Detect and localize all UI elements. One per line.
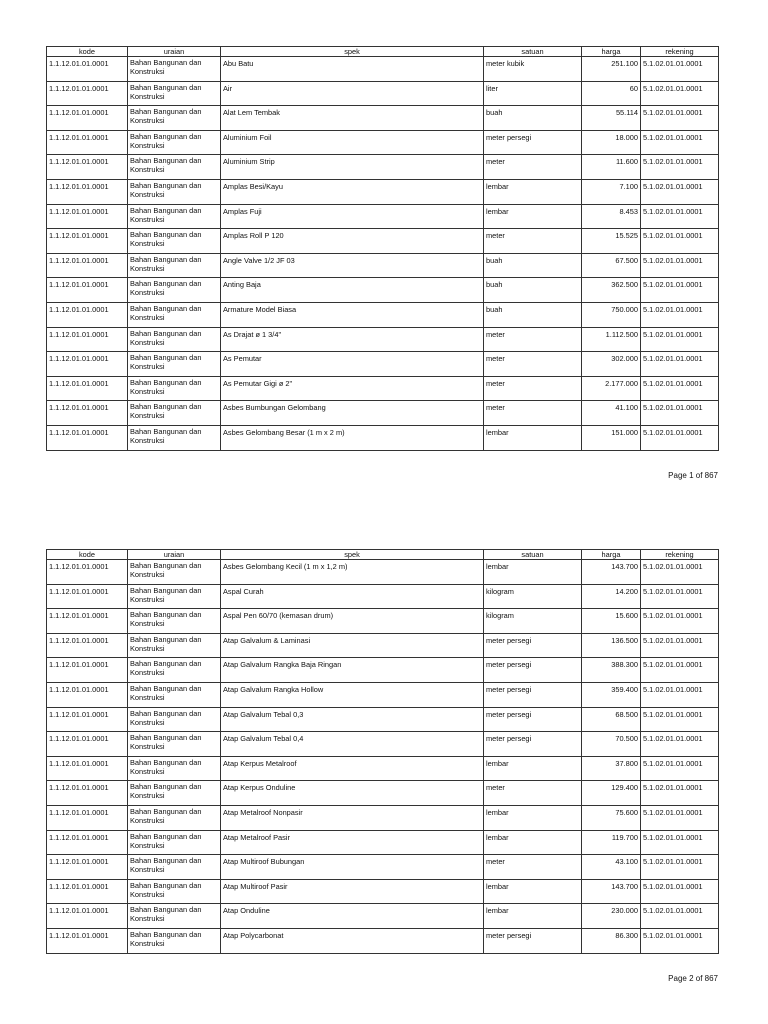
cell-kode: 1.1.12.01.01.0001: [47, 352, 128, 377]
cell-uraian: Bahan Bangunan dan Konstruksi: [128, 352, 221, 377]
table-row: [47, 805, 719, 830]
cell-uraian: Bahan Bangunan dan Konstruksi: [128, 425, 221, 450]
cell-kode: 1.1.12.01.01.0001: [47, 879, 128, 904]
cell-satuan: liter: [484, 81, 582, 106]
cell-uraian: Bahan Bangunan dan Konstruksi: [128, 278, 221, 303]
cell-kode: 1.1.12.01.01.0001: [47, 130, 128, 155]
cell-rekening: 5.1.02.01.01.0001: [641, 805, 719, 830]
cell-uraian: Bahan Bangunan dan Konstruksi: [128, 633, 221, 658]
page-number: Page 1 of 867: [668, 471, 718, 480]
cell-rekening: 5.1.02.01.01.0001: [641, 584, 719, 609]
cell-harga: 15.600: [582, 609, 641, 634]
cell-uraian: Bahan Bangunan dan Konstruksi: [128, 609, 221, 634]
table-row: [47, 732, 719, 757]
cell-spek: Atap Galvalum Tebal 0,4: [221, 732, 484, 757]
cell-kode: 1.1.12.01.01.0001: [47, 805, 128, 830]
cell-satuan: meter: [484, 155, 582, 180]
cell-rekening: 5.1.02.01.01.0001: [641, 879, 719, 904]
cell-satuan: lembar: [484, 204, 582, 229]
cell-satuan: meter: [484, 352, 582, 377]
cell-uraian: Bahan Bangunan dan Konstruksi: [128, 57, 221, 82]
table-row: [47, 130, 719, 155]
cell-harga: 37.800: [582, 756, 641, 781]
cell-uraian: Bahan Bangunan dan Konstruksi: [128, 584, 221, 609]
table-row: [47, 302, 719, 327]
cell-harga: 136.500: [582, 633, 641, 658]
cell-kode: 1.1.12.01.01.0001: [47, 401, 128, 426]
price-table-page-1: [46, 46, 719, 451]
cell-satuan: meter persegi: [484, 928, 582, 953]
page-number: Page 2 of 867: [668, 974, 718, 983]
table-row: [47, 106, 719, 131]
cell-spek: Atap Multiroof Bubungan: [221, 855, 484, 880]
cell-kode: 1.1.12.01.01.0001: [47, 327, 128, 352]
cell-spek: Air: [221, 81, 484, 106]
cell-harga: 68.500: [582, 707, 641, 732]
cell-kode: 1.1.12.01.01.0001: [47, 904, 128, 929]
cell-kode: 1.1.12.01.01.0001: [47, 81, 128, 106]
cell-kode: 1.1.12.01.01.0001: [47, 302, 128, 327]
cell-uraian: Bahan Bangunan dan Konstruksi: [128, 855, 221, 880]
cell-rekening: 5.1.02.01.01.0001: [641, 633, 719, 658]
column-header-rekening: rekening: [641, 550, 719, 560]
cell-rekening: 5.1.02.01.01.0001: [641, 81, 719, 106]
column-header-rekening: rekening: [641, 47, 719, 57]
cell-spek: Asbes Gelombang Besar (1 m x 2 m): [221, 425, 484, 450]
cell-kode: 1.1.12.01.01.0001: [47, 609, 128, 634]
cell-satuan: meter: [484, 781, 582, 806]
cell-spek: Atap Metalroof Pasir: [221, 830, 484, 855]
cell-rekening: 5.1.02.01.01.0001: [641, 106, 719, 131]
cell-kode: 1.1.12.01.01.0001: [47, 781, 128, 806]
cell-spek: Amplas Fuji: [221, 204, 484, 229]
cell-kode: 1.1.12.01.01.0001: [47, 855, 128, 880]
column-header-harga: harga: [582, 550, 641, 560]
cell-satuan: lembar: [484, 560, 582, 585]
cell-kode: 1.1.12.01.01.0001: [47, 253, 128, 278]
cell-harga: 230.000: [582, 904, 641, 929]
cell-satuan: meter kubik: [484, 57, 582, 82]
cell-kode: 1.1.12.01.01.0001: [47, 204, 128, 229]
table-row: [47, 707, 719, 732]
table-row: [47, 781, 719, 806]
cell-harga: 60: [582, 81, 641, 106]
cell-satuan: meter persegi: [484, 707, 582, 732]
table-header-row: [47, 550, 719, 560]
cell-harga: 15.525: [582, 229, 641, 254]
cell-spek: Alat Lem Tembak: [221, 106, 484, 131]
cell-rekening: 5.1.02.01.01.0001: [641, 707, 719, 732]
cell-kode: 1.1.12.01.01.0001: [47, 57, 128, 82]
cell-kode: 1.1.12.01.01.0001: [47, 179, 128, 204]
cell-harga: 1.112.500: [582, 327, 641, 352]
cell-rekening: 5.1.02.01.01.0001: [641, 229, 719, 254]
table-row: [47, 204, 719, 229]
cell-uraian: Bahan Bangunan dan Konstruksi: [128, 376, 221, 401]
cell-uraian: Bahan Bangunan dan Konstruksi: [128, 830, 221, 855]
cell-rekening: 5.1.02.01.01.0001: [641, 130, 719, 155]
cell-harga: 388.300: [582, 658, 641, 683]
column-header-harga: harga: [582, 47, 641, 57]
table-body: [47, 560, 719, 954]
cell-satuan: lembar: [484, 904, 582, 929]
column-header-uraian: uraian: [128, 47, 221, 57]
table-row: [47, 879, 719, 904]
cell-spek: Atap Metalroof Nonpasir: [221, 805, 484, 830]
cell-spek: Aspal Pen 60/70 (kemasan drum): [221, 609, 484, 634]
table-row: [47, 327, 719, 352]
column-header-spek: spek: [221, 550, 484, 560]
cell-spek: Atap Galvalum Rangka Baja Ringan: [221, 658, 484, 683]
cell-harga: 67.500: [582, 253, 641, 278]
cell-harga: 43.100: [582, 855, 641, 880]
cell-rekening: 5.1.02.01.01.0001: [641, 278, 719, 303]
cell-satuan: buah: [484, 106, 582, 131]
cell-satuan: meter: [484, 327, 582, 352]
table-row: [47, 658, 719, 683]
cell-rekening: 5.1.02.01.01.0001: [641, 352, 719, 377]
table-row: [47, 425, 719, 450]
cell-kode: 1.1.12.01.01.0001: [47, 633, 128, 658]
table-row: [47, 928, 719, 953]
cell-kode: 1.1.12.01.01.0001: [47, 732, 128, 757]
cell-spek: As Pemutar Gigi ø 2": [221, 376, 484, 401]
cell-spek: Atap Onduline: [221, 904, 484, 929]
cell-rekening: 5.1.02.01.01.0001: [641, 682, 719, 707]
cell-uraian: Bahan Bangunan dan Konstruksi: [128, 781, 221, 806]
cell-uraian: Bahan Bangunan dan Konstruksi: [128, 253, 221, 278]
cell-spek: Aluminium Foil: [221, 130, 484, 155]
cell-uraian: Bahan Bangunan dan Konstruksi: [128, 928, 221, 953]
cell-satuan: lembar: [484, 179, 582, 204]
cell-spek: Aluminium Strip: [221, 155, 484, 180]
cell-harga: 86.300: [582, 928, 641, 953]
cell-rekening: 5.1.02.01.01.0001: [641, 401, 719, 426]
cell-spek: Abu Batu: [221, 57, 484, 82]
cell-rekening: 5.1.02.01.01.0001: [641, 204, 719, 229]
table-row: [47, 81, 719, 106]
cell-satuan: meter: [484, 376, 582, 401]
cell-satuan: lembar: [484, 425, 582, 450]
cell-spek: Atap Galvalum & Laminasi: [221, 633, 484, 658]
cell-rekening: 5.1.02.01.01.0001: [641, 756, 719, 781]
cell-rekening: 5.1.02.01.01.0001: [641, 781, 719, 806]
cell-harga: 151.000: [582, 425, 641, 450]
table-body: [47, 57, 719, 451]
cell-kode: 1.1.12.01.01.0001: [47, 584, 128, 609]
cell-uraian: Bahan Bangunan dan Konstruksi: [128, 658, 221, 683]
cell-uraian: Bahan Bangunan dan Konstruksi: [128, 155, 221, 180]
table-row: [47, 855, 719, 880]
table-header-row: [47, 47, 719, 57]
cell-kode: 1.1.12.01.01.0001: [47, 928, 128, 953]
cell-uraian: Bahan Bangunan dan Konstruksi: [128, 707, 221, 732]
cell-uraian: Bahan Bangunan dan Konstruksi: [128, 682, 221, 707]
table-row: [47, 756, 719, 781]
cell-satuan: meter: [484, 401, 582, 426]
cell-kode: 1.1.12.01.01.0001: [47, 376, 128, 401]
cell-harga: 119.700: [582, 830, 641, 855]
cell-kode: 1.1.12.01.01.0001: [47, 830, 128, 855]
table-row: [47, 57, 719, 82]
cell-harga: 143.700: [582, 560, 641, 585]
table-row: [47, 229, 719, 254]
cell-harga: 70.500: [582, 732, 641, 757]
cell-rekening: 5.1.02.01.01.0001: [641, 732, 719, 757]
cell-harga: 75.600: [582, 805, 641, 830]
cell-harga: 11.600: [582, 155, 641, 180]
cell-rekening: 5.1.02.01.01.0001: [641, 57, 719, 82]
cell-kode: 1.1.12.01.01.0001: [47, 106, 128, 131]
cell-uraian: Bahan Bangunan dan Konstruksi: [128, 805, 221, 830]
cell-satuan: kilogram: [484, 584, 582, 609]
cell-rekening: 5.1.02.01.01.0001: [641, 425, 719, 450]
table-row: [47, 560, 719, 585]
cell-rekening: 5.1.02.01.01.0001: [641, 830, 719, 855]
cell-harga: 2.177.000: [582, 376, 641, 401]
cell-rekening: 5.1.02.01.01.0001: [641, 658, 719, 683]
cell-rekening: 5.1.02.01.01.0001: [641, 179, 719, 204]
table-row: [47, 253, 719, 278]
cell-satuan: meter: [484, 229, 582, 254]
cell-rekening: 5.1.02.01.01.0001: [641, 904, 719, 929]
cell-rekening: 5.1.02.01.01.0001: [641, 560, 719, 585]
cell-uraian: Bahan Bangunan dan Konstruksi: [128, 401, 221, 426]
cell-kode: 1.1.12.01.01.0001: [47, 707, 128, 732]
column-header-satuan: satuan: [484, 47, 582, 57]
cell-spek: Armature Model Biasa: [221, 302, 484, 327]
cell-satuan: meter persegi: [484, 130, 582, 155]
cell-spek: Atap Galvalum Rangka Hollow: [221, 682, 484, 707]
cell-satuan: lembar: [484, 830, 582, 855]
cell-spek: As Pemutar: [221, 352, 484, 377]
table-row: [47, 155, 719, 180]
cell-rekening: 5.1.02.01.01.0001: [641, 855, 719, 880]
cell-spek: As Drajat ø 1 3/4": [221, 327, 484, 352]
column-header-spek: spek: [221, 47, 484, 57]
cell-satuan: meter persegi: [484, 633, 582, 658]
cell-spek: Atap Kerpus Onduline: [221, 781, 484, 806]
table-row: [47, 401, 719, 426]
table-row: [47, 633, 719, 658]
cell-spek: Amplas Besi/Kayu: [221, 179, 484, 204]
cell-harga: 41.100: [582, 401, 641, 426]
cell-satuan: buah: [484, 278, 582, 303]
cell-uraian: Bahan Bangunan dan Konstruksi: [128, 179, 221, 204]
table-row: [47, 584, 719, 609]
cell-kode: 1.1.12.01.01.0001: [47, 155, 128, 180]
table-row: [47, 179, 719, 204]
cell-harga: 129.400: [582, 781, 641, 806]
column-header-uraian: uraian: [128, 550, 221, 560]
cell-harga: 362.500: [582, 278, 641, 303]
cell-kode: 1.1.12.01.01.0001: [47, 756, 128, 781]
cell-satuan: meter persegi: [484, 732, 582, 757]
cell-rekening: 5.1.02.01.01.0001: [641, 376, 719, 401]
cell-uraian: Bahan Bangunan dan Konstruksi: [128, 560, 221, 585]
cell-satuan: kilogram: [484, 609, 582, 634]
cell-kode: 1.1.12.01.01.0001: [47, 229, 128, 254]
column-header-kode: kode: [47, 550, 128, 560]
price-table-page-2: [46, 549, 719, 954]
cell-spek: Atap Kerpus Metalroof: [221, 756, 484, 781]
cell-harga: 143.700: [582, 879, 641, 904]
column-header-kode: kode: [47, 47, 128, 57]
cell-uraian: Bahan Bangunan dan Konstruksi: [128, 756, 221, 781]
cell-spek: Asbes Bumbungan Gelombang: [221, 401, 484, 426]
cell-uraian: Bahan Bangunan dan Konstruksi: [128, 904, 221, 929]
cell-spek: Atap Polycarbonat: [221, 928, 484, 953]
cell-harga: 7.100: [582, 179, 641, 204]
cell-satuan: lembar: [484, 805, 582, 830]
cell-kode: 1.1.12.01.01.0001: [47, 682, 128, 707]
cell-kode: 1.1.12.01.01.0001: [47, 278, 128, 303]
table-row: [47, 376, 719, 401]
cell-spek: Angle Valve 1/2 JF 03: [221, 253, 484, 278]
cell-satuan: lembar: [484, 756, 582, 781]
cell-satuan: meter persegi: [484, 658, 582, 683]
cell-rekening: 5.1.02.01.01.0001: [641, 609, 719, 634]
cell-kode: 1.1.12.01.01.0001: [47, 560, 128, 585]
cell-harga: 302.000: [582, 352, 641, 377]
cell-uraian: Bahan Bangunan dan Konstruksi: [128, 81, 221, 106]
table-row: [47, 352, 719, 377]
cell-uraian: Bahan Bangunan dan Konstruksi: [128, 327, 221, 352]
cell-harga: 14.200: [582, 584, 641, 609]
cell-rekening: 5.1.02.01.01.0001: [641, 253, 719, 278]
cell-kode: 1.1.12.01.01.0001: [47, 658, 128, 683]
cell-rekening: 5.1.02.01.01.0001: [641, 155, 719, 180]
cell-harga: 55.114: [582, 106, 641, 131]
cell-satuan: meter: [484, 855, 582, 880]
cell-uraian: Bahan Bangunan dan Konstruksi: [128, 106, 221, 131]
cell-harga: 18.000: [582, 130, 641, 155]
table-row: [47, 904, 719, 929]
table-row: [47, 609, 719, 634]
cell-uraian: Bahan Bangunan dan Konstruksi: [128, 229, 221, 254]
table-row: [47, 278, 719, 303]
cell-satuan: lembar: [484, 879, 582, 904]
cell-spek: Amplas Roll P 120: [221, 229, 484, 254]
cell-spek: Atap Galvalum Tebal 0,3: [221, 707, 484, 732]
cell-satuan: buah: [484, 302, 582, 327]
cell-spek: Anting Baja: [221, 278, 484, 303]
cell-uraian: Bahan Bangunan dan Konstruksi: [128, 879, 221, 904]
cell-spek: Aspal Curah: [221, 584, 484, 609]
cell-uraian: Bahan Bangunan dan Konstruksi: [128, 732, 221, 757]
cell-harga: 251.100: [582, 57, 641, 82]
cell-rekening: 5.1.02.01.01.0001: [641, 928, 719, 953]
cell-satuan: meter persegi: [484, 682, 582, 707]
column-header-satuan: satuan: [484, 550, 582, 560]
cell-rekening: 5.1.02.01.01.0001: [641, 302, 719, 327]
cell-kode: 1.1.12.01.01.0001: [47, 425, 128, 450]
cell-satuan: buah: [484, 253, 582, 278]
cell-harga: 359.400: [582, 682, 641, 707]
table-row: [47, 830, 719, 855]
cell-harga: 750.000: [582, 302, 641, 327]
table-row: [47, 682, 719, 707]
cell-uraian: Bahan Bangunan dan Konstruksi: [128, 302, 221, 327]
cell-rekening: 5.1.02.01.01.0001: [641, 327, 719, 352]
cell-uraian: Bahan Bangunan dan Konstruksi: [128, 204, 221, 229]
cell-spek: Asbes Gelombang Kecil (1 m x 1,2 m): [221, 560, 484, 585]
cell-harga: 8.453: [582, 204, 641, 229]
cell-uraian: Bahan Bangunan dan Konstruksi: [128, 130, 221, 155]
cell-spek: Atap Multiroof Pasir: [221, 879, 484, 904]
